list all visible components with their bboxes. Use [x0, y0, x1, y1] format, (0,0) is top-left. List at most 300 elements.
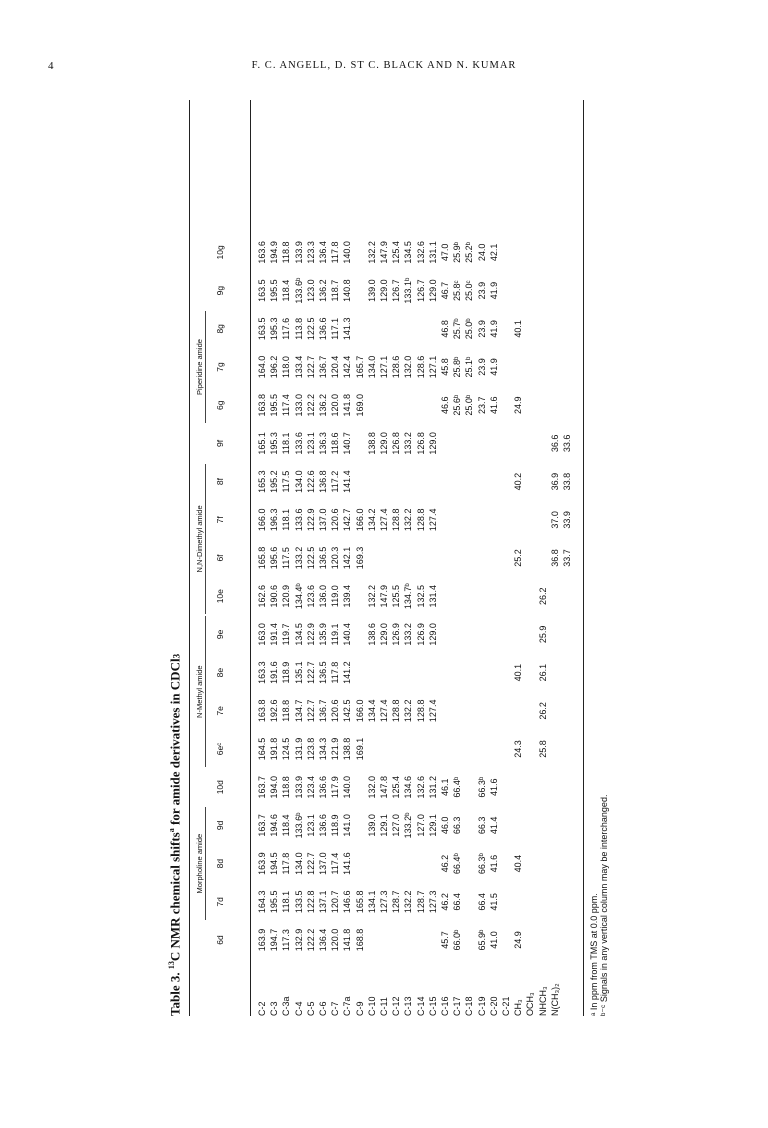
- table-cell: 123.1: [305, 432, 316, 455]
- table-cell: 45.7: [440, 931, 450, 949]
- table-cell: 124.5: [281, 737, 292, 761]
- table-cell: 66.4: [452, 893, 463, 911]
- table-cell: 136.6: [318, 775, 328, 799]
- row-label: N(CH₃)₂: [549, 983, 560, 1016]
- page-number: 4: [48, 60, 54, 72]
- table-cell: 40.1: [513, 663, 524, 682]
- table-cell: 135.9: [318, 623, 328, 646]
- table-cell: 25.2ᵇ: [464, 241, 475, 263]
- table-cell: 126.9: [415, 623, 426, 646]
- group-underline: [205, 616, 206, 767]
- table-cell: 132.0: [366, 775, 377, 799]
- table-cell: 169.3: [354, 546, 365, 570]
- table-cell: 46.2: [440, 854, 450, 873]
- table-cell: 136.7: [318, 355, 328, 379]
- column-header: 9d: [215, 820, 225, 831]
- table-cell: 118.4: [281, 279, 292, 302]
- table-cell: 164.5: [257, 737, 267, 761]
- table-cell: 126.7: [391, 279, 402, 302]
- table-cell: 133.5: [293, 890, 304, 914]
- table-cell: 128.7: [415, 890, 426, 914]
- table-cell: 134.0: [293, 852, 304, 875]
- table-cell: 26.2: [537, 702, 548, 720]
- group-header: Morpholine amide: [195, 833, 204, 894]
- row-label: C-3a: [281, 996, 292, 1016]
- table-cell: 128.8: [391, 508, 402, 532]
- table-cell: 135.1: [293, 661, 304, 684]
- column-header: 8d: [215, 858, 225, 869]
- table-cell: 127.0: [415, 814, 426, 837]
- table-cell: 117.2: [330, 470, 341, 493]
- table-cell: 136.4: [318, 241, 328, 264]
- table-cell: 120.6: [330, 699, 341, 723]
- table-cell: 131.4: [427, 584, 438, 608]
- table-cell: 122.7: [305, 852, 316, 875]
- table-cell: 140.0: [342, 775, 353, 799]
- table-cell: 33.6: [562, 434, 572, 453]
- table-cell: 137.0: [318, 852, 328, 875]
- row-label: C-13: [403, 996, 414, 1016]
- table-cell: 117.8: [281, 852, 292, 875]
- table-cell: 40.2: [513, 472, 524, 491]
- table-cell: 127.4: [427, 508, 438, 532]
- table-cell: 120.4: [330, 355, 341, 379]
- table-cell: 162.6: [257, 584, 267, 608]
- table-cell: 66.4: [476, 893, 487, 911]
- table-cell: 134.5: [293, 623, 304, 646]
- table-cell: 118.8: [281, 776, 292, 799]
- table-cell: 118.8: [281, 241, 292, 264]
- table-cell: 24.9: [513, 931, 524, 949]
- table-cell: 136.7: [318, 699, 328, 723]
- column-header: 9g: [215, 285, 225, 296]
- table-cell: 165.7: [354, 355, 365, 379]
- footnote-a: ᵃ In ppm from TMS at 0.0 ppm.: [589, 893, 599, 1016]
- table-cell: 133.2: [403, 432, 414, 455]
- table-cell: 128.6: [391, 355, 402, 379]
- table-cell: 141.2: [342, 661, 353, 684]
- table-cell: 195.6: [269, 546, 280, 570]
- table-cell: 131.2: [427, 775, 438, 799]
- table-cell: 133.2: [403, 623, 414, 646]
- table-cell: 46.2: [440, 893, 450, 911]
- table-cell: 119.7: [281, 623, 292, 646]
- footnote-bc: ᵇ⁻ᶜ Signals in any vertical column may be interchanged.: [599, 794, 609, 1016]
- table-cell: 137.1: [318, 890, 328, 914]
- table-title: [167, 654, 183, 1016]
- table-cell: 121.9: [330, 737, 341, 761]
- table-cell: 23.9: [476, 320, 487, 338]
- table-cell: 66.3: [452, 816, 463, 835]
- table-cell: 132.0: [403, 355, 414, 379]
- table-cell: 164.0: [257, 355, 267, 379]
- table-cell: 133.6ᵇ: [293, 812, 304, 839]
- table-cell: 65.9ᵇ: [476, 929, 487, 951]
- table-cell: 136.0: [318, 584, 328, 608]
- table-cell: 42.1: [488, 243, 499, 262]
- table-cell: 25.0ᵇ: [464, 394, 475, 416]
- table-cell: 122.9: [305, 508, 316, 532]
- table-cell: 146.6: [342, 890, 353, 914]
- table-cell: 134.4: [366, 699, 377, 723]
- table-cell: 41.9: [488, 320, 499, 338]
- table-cell: 129.0: [427, 432, 438, 455]
- table-cell: 129.0: [379, 623, 389, 646]
- group-header: Piperidine amide: [195, 339, 204, 395]
- table-cell: 127.4: [379, 699, 389, 723]
- table-cell: 147.9: [379, 584, 389, 608]
- table-cell: 165.8: [354, 890, 365, 914]
- table-cell: 119.0: [330, 585, 341, 608]
- table-cell: 23.9: [476, 358, 487, 376]
- row-label: C-6: [318, 1001, 328, 1016]
- table-cell: 25.1ᵇ: [464, 356, 475, 378]
- table-cell: 133.2ᵇ: [403, 812, 414, 839]
- table-cell: 141.4: [342, 470, 353, 493]
- table-cell: 41.9: [488, 281, 499, 300]
- table-cell: 122.5: [305, 546, 316, 570]
- table-cell: 141.0: [342, 814, 353, 837]
- table-cell: 26.2: [537, 587, 548, 605]
- title-footnote-mark: a: [167, 828, 176, 833]
- table-cell: 33.9: [562, 511, 572, 529]
- rotated-table: [167, 100, 607, 1016]
- column-header: 9f: [215, 439, 225, 447]
- table-cell: 194.0: [269, 775, 280, 799]
- group-header: N-Methyl amide: [195, 665, 204, 718]
- table-cell: 26.1: [537, 663, 548, 682]
- table-cell: 192.6: [269, 699, 280, 723]
- table-cell: 66.4ᵇ: [452, 853, 463, 875]
- table-cell: 41.9: [488, 358, 499, 376]
- row-label: CH₃: [513, 999, 524, 1016]
- table-cell: 133.0: [293, 393, 304, 417]
- table-cell: 131.1: [427, 241, 438, 264]
- table-cell: 122.7: [305, 661, 316, 684]
- table-cell: 129.0: [379, 432, 389, 455]
- table-cell: 133.6: [293, 508, 304, 532]
- table-cell: 40.4: [513, 854, 524, 873]
- table-cell: 132.9: [293, 928, 304, 952]
- table-cell: 41.6: [488, 396, 499, 414]
- table-cell: 194.9: [269, 241, 280, 264]
- table-cell: 25.2: [513, 549, 524, 567]
- table-cell: 24.3: [513, 740, 524, 758]
- group-underline: [205, 464, 206, 615]
- table-cell: 142.4: [342, 355, 353, 379]
- table-cell: 141.8: [342, 393, 353, 417]
- table-cell: 163.9: [257, 928, 267, 952]
- table-cell: 118.1: [281, 432, 292, 455]
- row-label: C-21: [501, 996, 511, 1016]
- row-label: C-19: [476, 996, 487, 1016]
- table-cell: 129.0: [379, 279, 389, 302]
- table-cell: 117.4: [281, 394, 292, 417]
- table-cell: 133.6: [293, 432, 304, 455]
- table-cell: 117.8: [330, 661, 341, 684]
- table-cell: 134.5: [403, 241, 414, 264]
- table-cell: 129.1: [379, 814, 389, 837]
- table-cell: 66.4ᵇ: [452, 776, 463, 798]
- table-cell: 123.4: [305, 775, 316, 799]
- title-prefix: Table 3.: [167, 972, 183, 1016]
- table-cell: 133.9: [293, 241, 304, 264]
- column-header: 10e: [215, 589, 225, 604]
- row-label: C-7a: [342, 996, 353, 1016]
- table-cell: 132.2: [366, 241, 377, 264]
- table-cell: 118.8: [281, 699, 292, 722]
- table-cell: 134.3: [318, 737, 328, 761]
- table-cell: 117.5: [281, 547, 292, 569]
- header-rule: [250, 100, 251, 1016]
- table-cell: 128.8: [415, 508, 426, 532]
- table-cell: 117.5: [281, 470, 292, 493]
- table-cell: 134.4ᵇ: [293, 583, 304, 610]
- column-header: 9e: [215, 629, 225, 640]
- table-cell: 136.6: [318, 814, 328, 837]
- table-cell: 132.5: [415, 584, 426, 608]
- table-cell: 126.7: [415, 279, 426, 302]
- table-cell: 125.4: [391, 775, 402, 799]
- table-cell: 117.3: [281, 929, 292, 951]
- column-header: 6d: [215, 935, 225, 945]
- table-cell: 163.5: [257, 317, 267, 341]
- table-cell: 134.0: [366, 355, 377, 379]
- table-cell: 25.8: [537, 740, 548, 758]
- top-rule: [189, 100, 190, 1016]
- table-cell: 163.0: [257, 623, 267, 646]
- row-label: C-3: [269, 1001, 280, 1016]
- table-cell: 136.5: [318, 546, 328, 570]
- table-cell: 33.7: [562, 549, 572, 567]
- table-cell: 166.0: [354, 508, 365, 532]
- row-label: C-20: [488, 996, 499, 1016]
- table-cell: 66.3ᵇ: [476, 853, 487, 875]
- table-cell: 129.1: [427, 814, 438, 837]
- table-cell: 132.2: [403, 699, 414, 723]
- column-header: 6f: [215, 554, 225, 562]
- table-cell: 126.8: [391, 432, 402, 455]
- table-cell: 128.7: [391, 890, 402, 914]
- table-cell: 163.9: [257, 852, 267, 875]
- table-cell: 118.6: [330, 432, 341, 455]
- table-cell: 123.0: [305, 279, 316, 302]
- table-cell: 196.3: [269, 508, 280, 532]
- table-cell: 127.3: [427, 890, 438, 914]
- column-header: 8g: [215, 324, 225, 334]
- table-cell: 129.0: [427, 623, 438, 646]
- table-cell: 142.7: [342, 508, 353, 532]
- table-cell: 120.3: [330, 546, 341, 570]
- table-cell: 141.3: [342, 317, 353, 341]
- table-cell: 147.9: [379, 241, 389, 264]
- table-cell: 163.7: [257, 775, 267, 799]
- table-cell: 196.2: [269, 355, 280, 379]
- row-label: C-18: [464, 996, 475, 1016]
- table-cell: 36.9: [549, 472, 560, 491]
- table-cell: 126.8: [415, 432, 426, 455]
- table-cell: 66.3ᵇ: [476, 776, 487, 798]
- table-cell: 123.3: [305, 241, 316, 264]
- table-cell: 117.4: [330, 852, 341, 875]
- table-cell: 168.8: [354, 928, 365, 952]
- table-cell: 127.4: [427, 699, 438, 723]
- table-cell: 133.9: [293, 775, 304, 799]
- table-cell: 134.0: [293, 470, 304, 493]
- table-cell: 122.7: [305, 699, 316, 723]
- table-cell: 195.5: [269, 890, 280, 914]
- table-cell: 127.1: [379, 355, 389, 379]
- table-cell: 25.6ᵇ: [452, 394, 463, 416]
- table-cell: 140.8: [342, 279, 353, 302]
- table-cell: 125.4: [391, 241, 402, 264]
- table-cell: 41.0: [488, 931, 499, 949]
- table-cell: 122.9: [305, 623, 316, 646]
- table-cell: 37.0: [549, 511, 560, 529]
- table-cell: 132.2: [366, 584, 377, 608]
- table-cell: 190.6: [269, 584, 280, 608]
- table-cell: 136.5: [318, 661, 328, 684]
- table-cell: 46.7: [440, 281, 450, 300]
- table-cell: 120.7: [330, 890, 341, 914]
- table-cell: 123.8: [305, 737, 316, 761]
- column-header: 10g: [215, 245, 225, 260]
- table-cell: 134.6: [403, 775, 414, 799]
- table-cell: 120.6: [330, 508, 341, 532]
- table-cell: 195.3: [269, 317, 280, 341]
- table-cell: 164.3: [257, 890, 267, 914]
- table-cell: 25.0ᶜ: [464, 280, 475, 301]
- row-label: C-2: [257, 1001, 267, 1016]
- table-cell: 24.9: [513, 396, 524, 414]
- table-cell: 66.3: [476, 816, 487, 835]
- title-subscript: 3: [171, 653, 182, 659]
- table-cell: 117.9: [330, 776, 341, 799]
- table-cell: 118.9: [330, 814, 341, 837]
- table-cell: 139.0: [366, 814, 377, 837]
- table-cell: 195.5: [269, 393, 280, 417]
- table-cell: 127.4: [379, 508, 389, 532]
- table-cell: 191.6: [269, 661, 280, 684]
- running-head: F. C. ANGELL, D. ST C. BLACK AND N. KUMAR: [251, 60, 517, 71]
- table-cell: 128.8: [415, 699, 426, 723]
- table-cell: 46.1: [440, 778, 450, 796]
- title-main: C NMR chemical shifts: [167, 832, 183, 962]
- table-cell: 41.5: [488, 893, 499, 911]
- table-cell: 118.0: [281, 356, 292, 378]
- table-cell: 139.0: [366, 279, 377, 302]
- table-cell: 129.0: [427, 279, 438, 302]
- row-label: C-12: [391, 996, 402, 1016]
- table-cell: 147.8: [379, 775, 389, 799]
- column-header: 6eᶜ: [215, 742, 225, 756]
- table-cell: 117.8: [330, 241, 341, 264]
- table-cell: 118.1: [281, 890, 292, 913]
- table-cell: 169.0: [354, 393, 365, 417]
- table-cell: 23.9: [476, 281, 487, 300]
- table-cell: 123.1: [305, 814, 316, 837]
- table-cell: 47.0: [440, 243, 450, 262]
- table-cell: 141.6: [342, 852, 353, 875]
- table-cell: 120.9: [281, 584, 292, 608]
- column-header: 8f: [215, 478, 225, 486]
- column-header: 7e: [215, 706, 225, 716]
- table-cell: 40.1: [513, 320, 524, 338]
- table-cell: 46.6: [440, 396, 450, 414]
- table-cell: 122.7: [305, 355, 316, 379]
- column-header: 8e: [215, 667, 225, 678]
- table-cell: 136.2: [318, 393, 328, 417]
- table-cell: 134.1: [366, 890, 377, 914]
- table-cell: 163.8: [257, 699, 267, 723]
- table-cell: 128.8: [391, 699, 402, 723]
- table-cell: 133.6ᵇ: [293, 277, 304, 304]
- table-cell: 125.5: [391, 584, 402, 608]
- table-cell: 118.9: [281, 661, 292, 684]
- table-cell: 119.1: [330, 623, 341, 646]
- table-cell: 169.1: [354, 737, 365, 761]
- group-underline: [205, 807, 206, 919]
- row-label: NHCH₃: [537, 986, 548, 1016]
- table-cell: 140.7: [342, 432, 353, 455]
- table-cell: 25.9ᵇ: [452, 241, 463, 263]
- table-cell: 163.3: [257, 661, 267, 684]
- table-cell: 25.9: [537, 625, 548, 644]
- table-cell: 132.6: [415, 241, 426, 264]
- table-cell: 165.3: [257, 470, 267, 493]
- column-header: 10d: [215, 780, 225, 795]
- row-label: C-17: [452, 996, 463, 1016]
- table-cell: 118.1: [281, 508, 292, 531]
- table-cell: 41.6: [488, 778, 499, 796]
- table-cell: 113.8: [293, 317, 304, 340]
- table-cell: 141.8: [342, 928, 353, 952]
- table-cell: 191.4: [269, 623, 280, 646]
- table-cell: 136.8: [318, 470, 328, 493]
- row-label: OCH₃: [525, 992, 536, 1016]
- table-cell: 134.7ᵇ: [403, 583, 414, 610]
- table-cell: 120.0: [330, 393, 341, 417]
- row-label: C-5: [305, 1001, 316, 1016]
- table-cell: 195.3: [269, 432, 280, 455]
- table-cell: 127.3: [379, 890, 389, 914]
- row-label: C-16: [440, 996, 450, 1016]
- table-cell: 126.9: [391, 623, 402, 646]
- table-cell: 194.6: [269, 814, 280, 837]
- table-cell: 139.4: [342, 584, 353, 608]
- table-cell: 163.5: [257, 279, 267, 302]
- table-cell: 195.5: [269, 279, 280, 302]
- table-cell: 165.8: [257, 546, 267, 570]
- table-cell: 36.6: [549, 434, 560, 453]
- row-label: C-14: [415, 996, 426, 1016]
- table-cell: 46.8: [440, 320, 450, 338]
- table-cell: 25.8ᵇ: [452, 356, 463, 378]
- row-label: C-11: [379, 997, 389, 1016]
- table-cell: 191.8: [269, 737, 280, 761]
- table-cell: 142.5: [342, 699, 353, 723]
- column-header: 7d: [215, 897, 225, 907]
- column-header: 6g: [215, 400, 225, 410]
- table-cell: 166.0: [354, 699, 365, 723]
- table-cell: 138.8: [366, 432, 377, 455]
- table-cell: 118.7: [330, 279, 341, 302]
- title-suffix: for amide derivatives in CDCl: [167, 658, 183, 829]
- table-cell: 66.0ᵇ: [452, 929, 463, 951]
- table-cell: 138.8: [342, 737, 353, 761]
- table-cell: 25.8ᶜ: [452, 280, 463, 301]
- table-cell: 25.0ᵇ: [464, 318, 475, 340]
